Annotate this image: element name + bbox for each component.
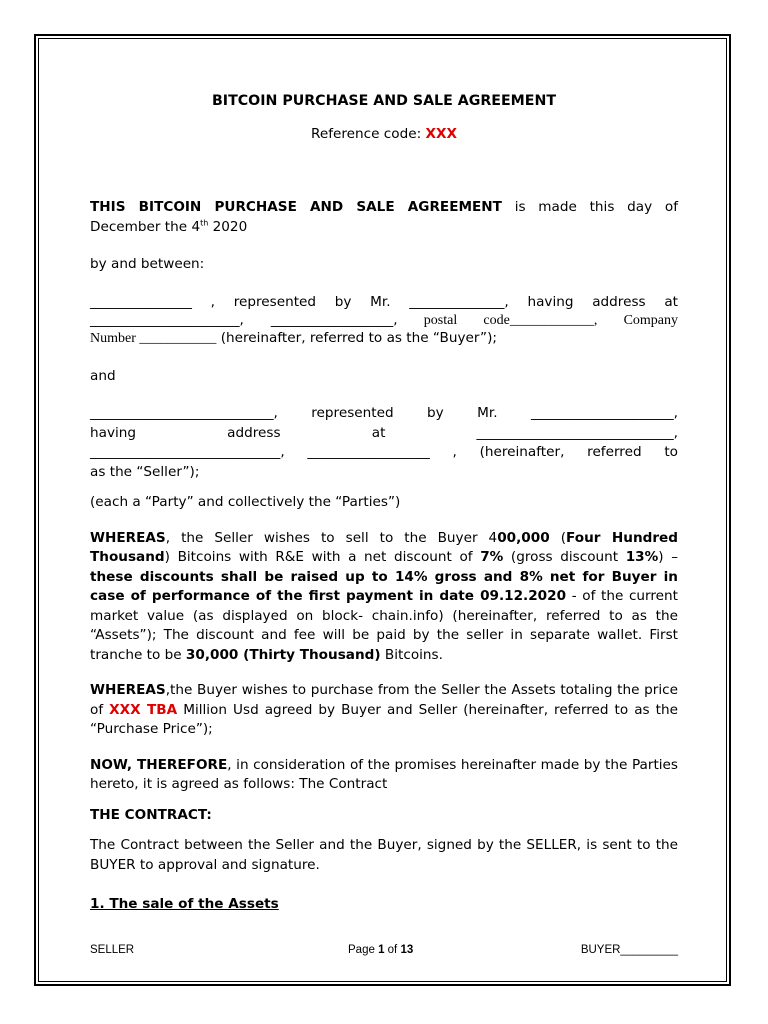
buyer-block bbox=[90, 293, 678, 349]
footer-page-number: Page 1 of 13 bbox=[348, 944, 414, 956]
footer-buyer: BUYER_________ bbox=[580, 944, 678, 956]
now-therefore-paragraph: NOW, THEREFORE, in consideration of the promises hereinafter made by the Parties hereto, it is agreed as follows: The Contract bbox=[90, 756, 679, 792]
seller-line-4: as the “Seller”); bbox=[90, 463, 200, 480]
seller-line-3: ____________________________, __________________ , (hereinafter, referred to bbox=[90, 444, 678, 460]
by-and-between: by and between: bbox=[90, 256, 205, 272]
whereas-paragraph-1: WHEREAS, the Seller wishes to sell to the Buyer 400,000 (Four Hundred Thousand) Bitcoins with R&E with a net discount of 7% (gross discount 13%) – these discounts shall be raised up to 14% gross and 8% net for Buyer in case of performance of the first payment in date 09.12.2020 - of the current market value (as displayed on block- chain.info) (hereinafter, referred to as the “Assets”); The discount and fee will be paid by the seller in separate wallet. First tranche to be 30,000 (Thirty Thousand) Bitcoins. bbox=[90, 529, 679, 663]
intro-line-1: THIS BITCOIN PURCHASE AND SALE AGREEMENT is made this day of bbox=[90, 199, 678, 215]
seller-line-2: having address at _____________________________, bbox=[90, 424, 678, 441]
reference-value: XXX bbox=[425, 125, 457, 142]
whereas-paragraph-2: WHEREAS,the Buyer wishes to purchase from the Seller the Assets totaling the price of XXX TBA Million Usd agreed by Buyer and Seller (hereinafter, referred to as the “Purchase Price”); bbox=[90, 682, 678, 737]
contract-heading: THE CONTRACT: bbox=[90, 806, 212, 823]
buyer-line-2: ______________________, __________________, postal code____________, Company bbox=[90, 312, 679, 328]
contract-paragraph: The Contract between the Seller and the Buyer, signed by the SELLER, is sent to the BUYER to approval and signature. bbox=[90, 837, 678, 873]
section-1-heading: 1. The sale of the Assets bbox=[90, 896, 279, 912]
document-body bbox=[90, 92, 678, 915]
seller-line-1: ___________________________, represented by Mr. _____________________, bbox=[90, 405, 678, 421]
buyer-line-1: _______________ , represented by Mr. ______________, having address at bbox=[90, 293, 678, 310]
reference-code: Reference code: XXX bbox=[311, 125, 457, 142]
and-text: and bbox=[90, 367, 116, 384]
intro-line-2: December the 4th 2020 bbox=[90, 217, 248, 235]
buyer-line-3: Number ___________ (hereinafter, referred to as the “Buyer”); bbox=[90, 330, 497, 346]
document-title: BITCOIN PURCHASE AND SALE AGREEMENT bbox=[211, 93, 557, 109]
seller-block bbox=[90, 404, 678, 482]
footer-seller: SELLER bbox=[90, 944, 135, 956]
parties-definition: (each a “Party” and collectively the “Parties”) bbox=[90, 494, 401, 510]
